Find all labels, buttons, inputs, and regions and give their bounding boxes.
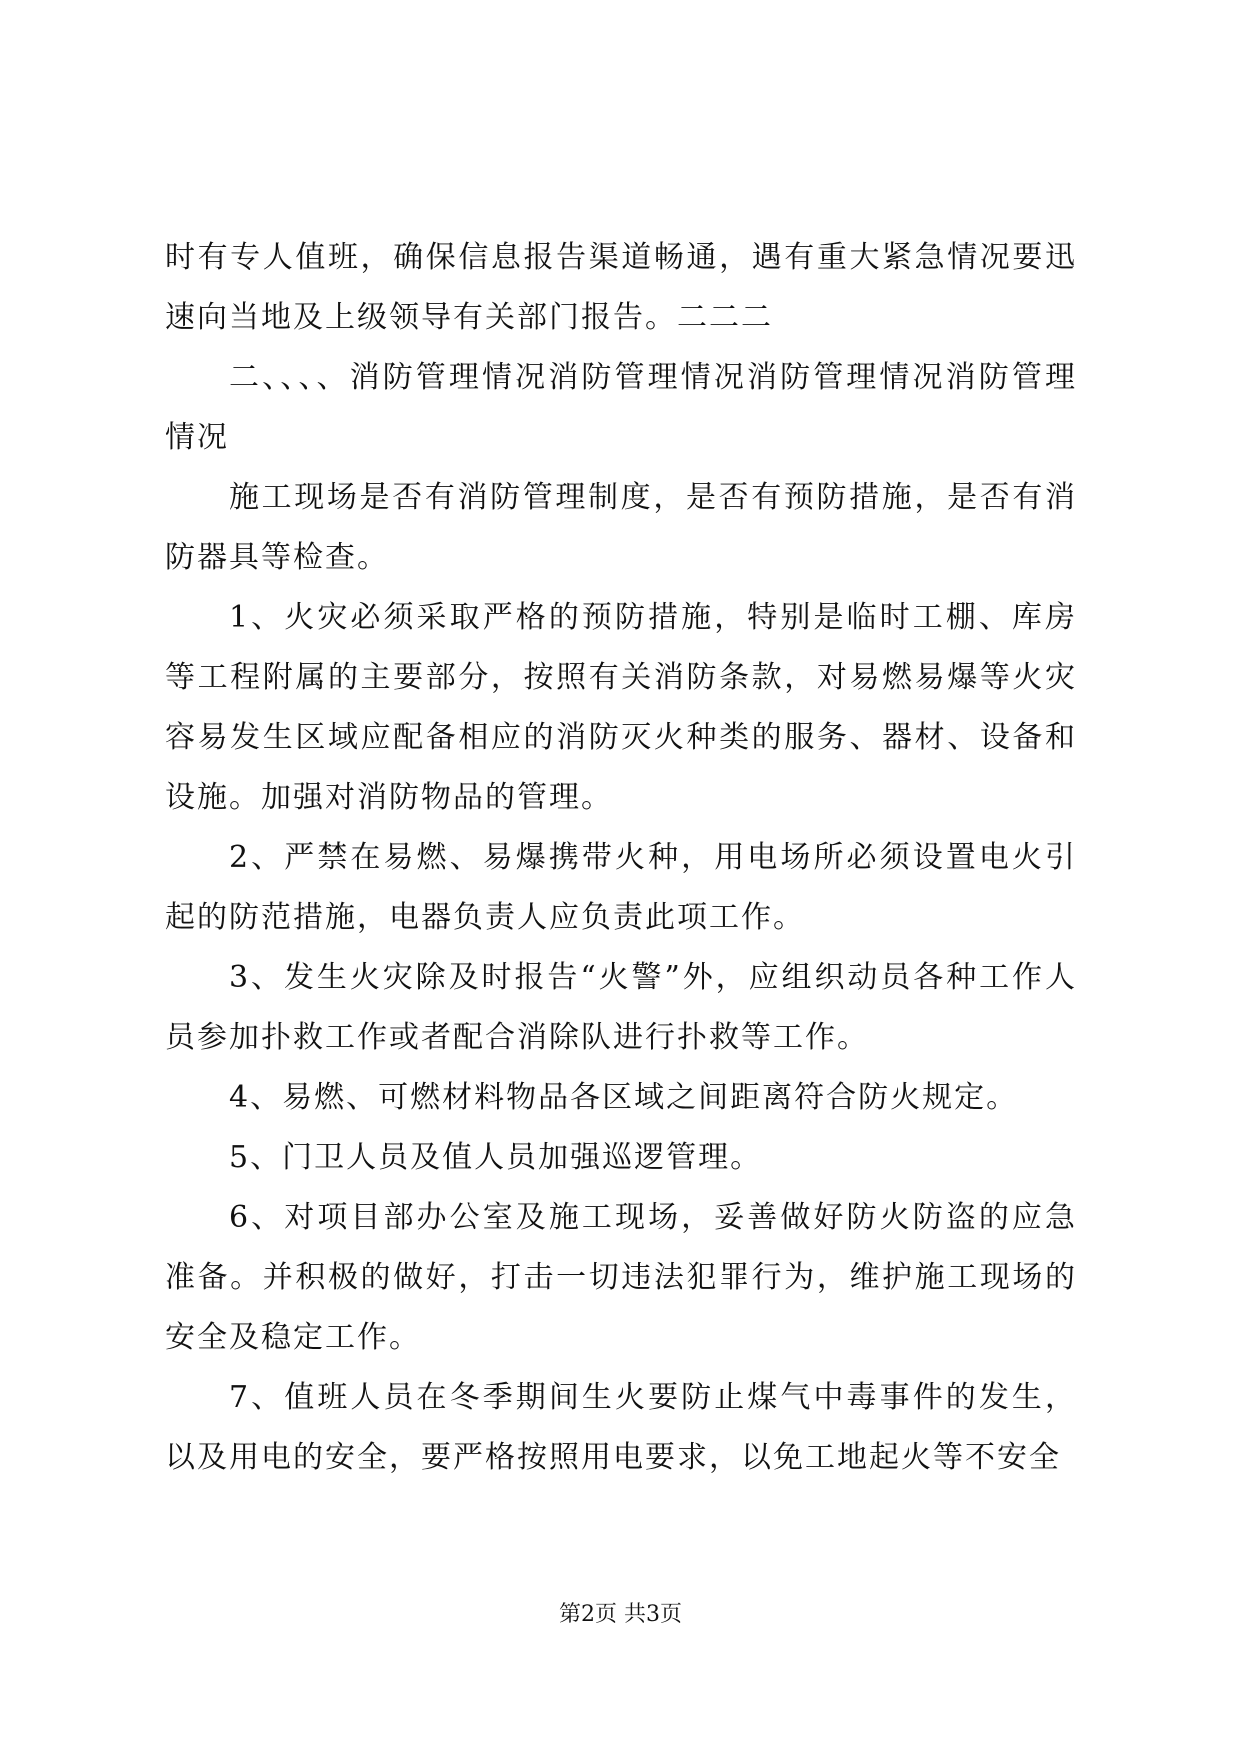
- paragraph-4-item-1: 1、火灾必须采取严格的预防措施，特别是临时工棚、库房等工程附属的主要部分，按照有关消防条款，对易燃易爆等火灾容易发生区域应配备相应的消防灭火种类的服务、器材、设备和设施。加强对消防物品的管理。: [165, 600, 1077, 815]
- paragraph-9-item-6: 6、对项目部办公室及施工现场，妥善做好防火防盗的应急准备。并积极的做好，打击一切违法犯罪行为，维护施工现场的安全及稳定工作。: [165, 1200, 1077, 1355]
- paragraph-8-item-5: 5、门卫人员及值人员加强巡逻管理。: [229, 1140, 763, 1175]
- paragraph-1: 时有专人值班，确保信息报告渠道畅通，遇有重大紧急情况要迅速向当地及上级领导有关部门报告。二二二: [165, 240, 1077, 335]
- paragraph-7-item-4: 4、易燃、可燃材料物品各区域之间距离符合防火规定。: [229, 1080, 1019, 1115]
- paragraph-5-item-2: 2、严禁在易燃、易爆携带火种，用电场所必须设置电火引起的防范措施，电器负责人应负责此项工作。: [165, 840, 1077, 935]
- paragraph-2-heading: 二、、、、消防管理情况消防管理情况消防管理情况消防管理情况: [165, 360, 1077, 455]
- page-number-label: 第2页 共3页: [559, 1602, 682, 1627]
- paragraph-3: 施工现场是否有消防管理制度，是否有预防措施，是否有消防器具等检查。: [165, 480, 1077, 575]
- document-body: [165, 228, 1077, 1488]
- paragraph-6-item-3: 3、发生火灾除及时报告“火警”外，应组织动员各种工作人员参加扑救工作或者配合消除队进行扑救等工作。: [165, 960, 1077, 1055]
- page-footer: [0, 1600, 1241, 1630]
- paragraph-10-item-7: 7、值班人员在冬季期间生火要防止煤气中毒事件的发生，以及用电的安全，要严格按照用电要求，以免工地起火等不安全: [165, 1380, 1077, 1475]
